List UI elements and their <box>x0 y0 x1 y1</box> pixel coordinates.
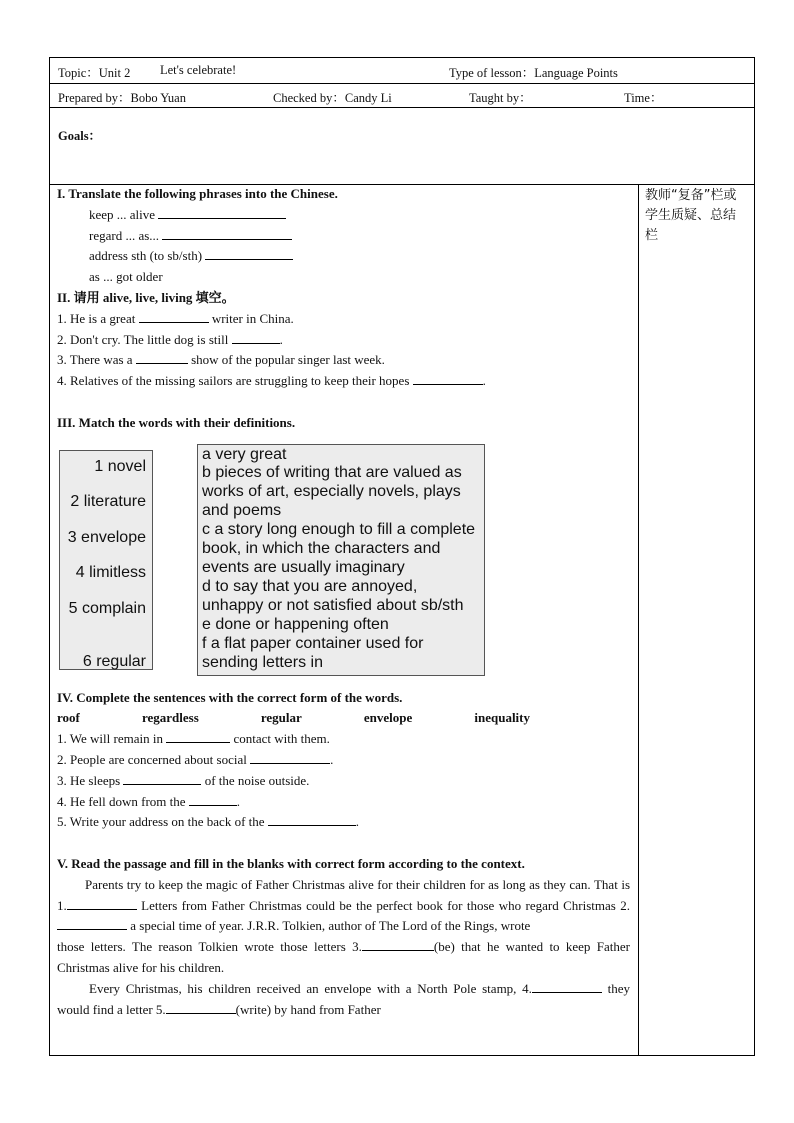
definition: b pieces of writing that are valued as works of art, especially novels, plays and poems <box>202 464 462 520</box>
topic-row <box>50 58 754 84</box>
lesson-plan-sheet <box>49 57 755 1056</box>
question: 5. Write your address on the back of the . <box>57 814 360 830</box>
question: 1. We will remain in contact with them. <box>57 731 330 747</box>
checked-by: Checked by：Candy Li <box>273 91 392 105</box>
section1-title: I. Translate the following phrases into the Chinese. <box>57 186 338 201</box>
lesson-type: Type of lesson：Language Points <box>449 66 618 80</box>
section5-title: V. Read the passage and fill in the blanks with correct form according to the context. <box>57 855 525 871</box>
phrase-item: keep ... alive <box>57 205 630 226</box>
goals-label: Goals： <box>58 129 102 143</box>
main-content <box>50 184 639 1055</box>
taught-by: Taught by： <box>469 91 532 105</box>
definition: c a story long enough to fill a complete book, in which the characters and events are usually imaginary <box>202 521 476 576</box>
passage-paragraph: Every Christmas, his children received an envelope with a North Pole stamp, 4. they would find a letter 5. (write) by hand from Father <box>57 980 630 1017</box>
question: 2. People are concerned about social . <box>57 751 334 767</box>
phrase-item: address sth (to sb/sth) <box>57 246 630 267</box>
match-word: 4 limitless <box>75 563 146 581</box>
match-word: 5 complain <box>68 599 146 617</box>
definition: a very great <box>202 445 287 463</box>
teacher-notes-column: 教师“复备”栏或学生质疑、总结栏 <box>645 188 737 243</box>
match-word: 3 envelope <box>67 528 146 546</box>
question: 1. He is a great writer in China. <box>57 310 294 326</box>
section2-title: II. 请用 alive, live, living 填空。 <box>57 289 235 305</box>
passage-paragraph: Parents try to keep the magic of Father Christmas alive for their children for as long as they can. That is 1. Letters from Father Christmas could be the perfect book for those who regard Christmas 2. a special time of year. J.R.R. Tolkien, author of The Lord of the Rings, wrote <box>57 876 631 934</box>
question: 3. There was a show of the popular singer last week. <box>57 352 385 368</box>
time: Time： <box>624 91 663 105</box>
section3-title: III. Match the words with their definitions. <box>57 414 296 430</box>
word-box <box>59 450 153 670</box>
definition: d to say that you are annoyed, unhappy or not satisfied about sb/sth <box>202 577 464 614</box>
topic-title: Let's celebrate! <box>160 63 237 77</box>
section4-title: IV. Complete the sentences with the correct form of the words. <box>57 689 403 705</box>
question: 2. Don't cry. The little dog is still . <box>57 331 283 347</box>
topic-label: Topic：Unit 2 <box>58 66 131 80</box>
match-word: 6 regular <box>82 652 146 670</box>
match-word: 2 literature <box>70 492 146 510</box>
definition: e done or happening often <box>202 615 389 633</box>
definition-box <box>197 444 485 676</box>
phrase-item: as ... got older <box>89 269 163 285</box>
match-word: 1 novel <box>94 457 146 475</box>
word-bank: roof regardless regular envelope inequality <box>57 710 530 726</box>
question: 4. Relatives of the missing sailors are struggling to keep their hopes . <box>57 373 486 389</box>
matching-exercise <box>57 442 630 688</box>
prepared-by: Prepared by：Bobo Yuan <box>58 91 186 105</box>
goals-row <box>50 107 754 185</box>
phrase-item: regard ... as... <box>57 226 630 247</box>
passage-paragraph: those letters. The reason Tolkien wrote those letters 3. (be) that he wanted to keep Father Christmas alive for his children. <box>57 939 630 975</box>
question: 3. He sleeps of the noise outside. <box>57 772 310 788</box>
definition: f a flat paper container used for sending letters in <box>202 634 424 671</box>
staff-row <box>50 83 754 108</box>
question: 4. He fell down from the . <box>57 793 241 809</box>
